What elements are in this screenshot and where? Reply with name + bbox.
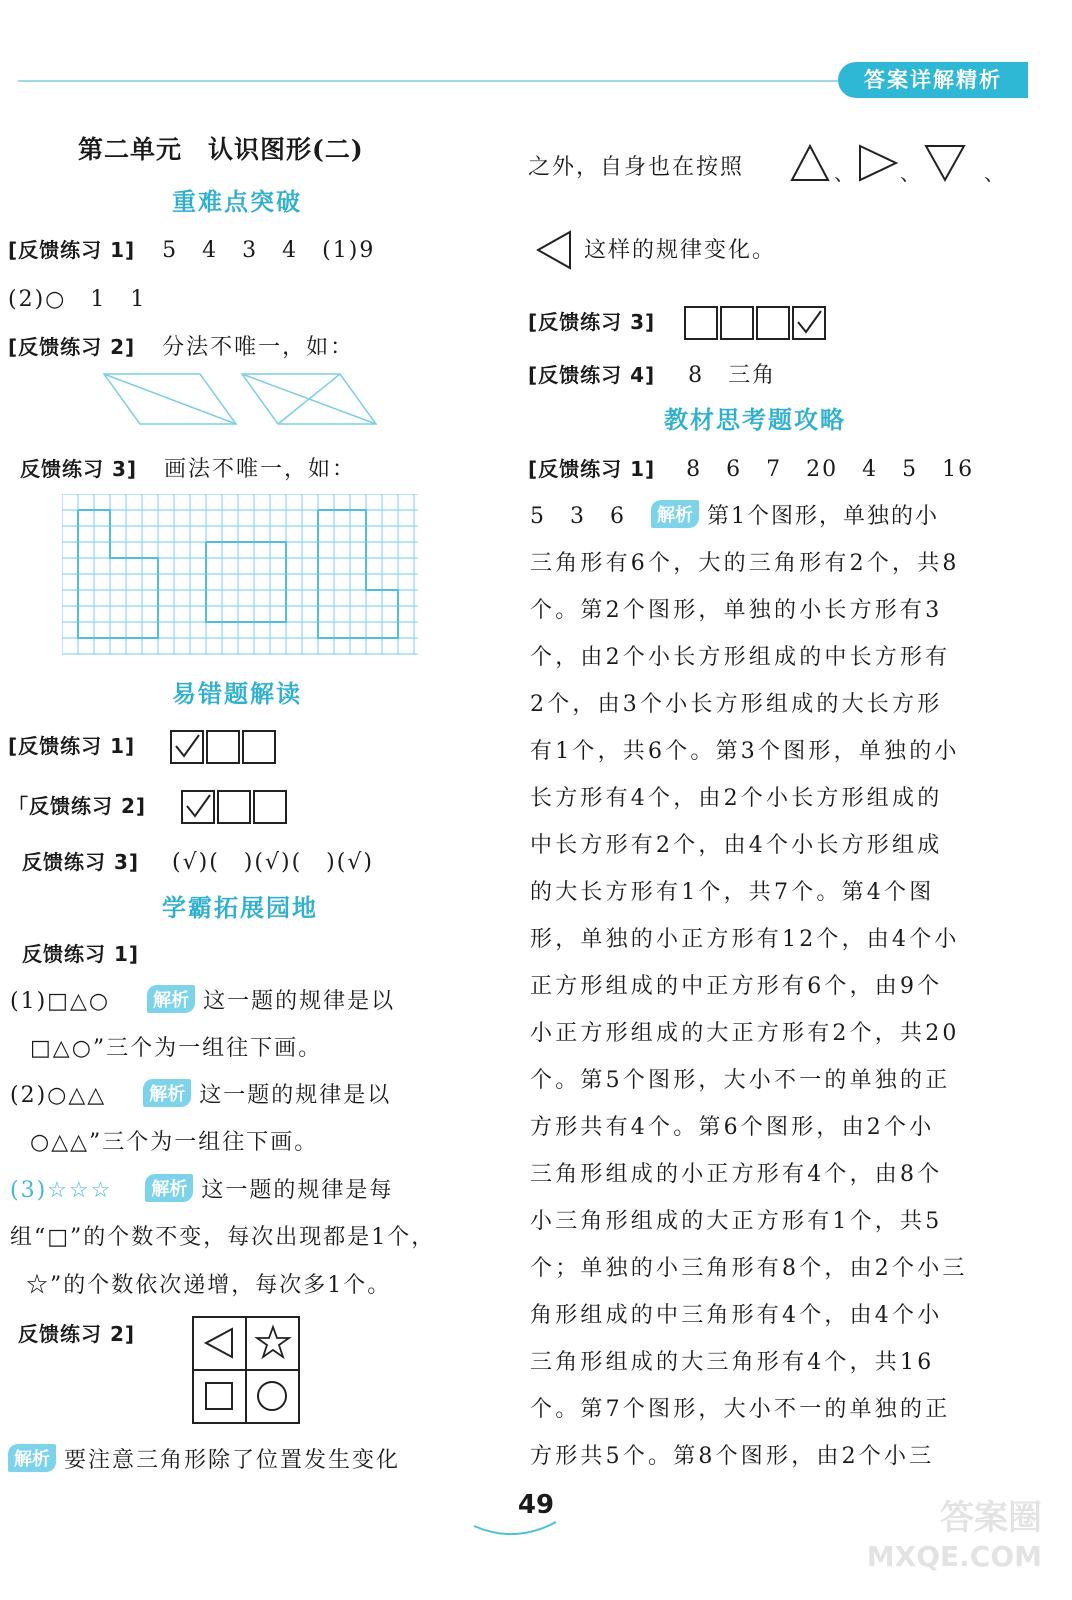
checked-box bbox=[170, 730, 204, 764]
analysis-line: 个，由2个小长方形组成的中长方形有 bbox=[530, 645, 951, 670]
svg-text:、: 、 bbox=[984, 161, 1004, 184]
section-heading-key-points: 重难点突破 bbox=[172, 187, 302, 216]
practice-tag: [反馈练习 3] bbox=[528, 310, 656, 334]
triangle-sequence bbox=[790, 142, 1010, 184]
star-icon bbox=[257, 1327, 289, 1357]
answer-shapes: (2)○△△ bbox=[10, 1083, 107, 1108]
practice-tag: [反馈练习 2] bbox=[8, 335, 136, 359]
parallelogram-division-figure bbox=[100, 370, 390, 430]
analysis-line: 三角形组成的大三角形有4个，共16 bbox=[530, 1350, 935, 1375]
textbook-answer-start bbox=[530, 499, 939, 530]
mistake-practice-3 bbox=[22, 845, 374, 876]
practice-tag: 反馈练习 3] bbox=[20, 457, 138, 481]
page-number-swoosh bbox=[470, 1520, 560, 1540]
analysis-label: 解析 bbox=[147, 985, 195, 1013]
empty-box bbox=[253, 790, 287, 824]
practice-tag: 反馈练习 2] bbox=[18, 1322, 136, 1346]
analysis-line: 个；单独的小三角形有8个，由2个小三 bbox=[530, 1256, 968, 1281]
watermark-logo: 答案圈 bbox=[940, 1498, 1042, 1538]
analysis-line: 正方形组成的中正方形有6个，由9个 bbox=[530, 974, 943, 999]
practice-1-line bbox=[8, 233, 375, 264]
analysis-text: 这一题的规律是以 bbox=[203, 989, 396, 1014]
practice-tag: [反馈练习 1] bbox=[528, 457, 656, 481]
square-icon bbox=[206, 1383, 232, 1409]
shape-grid-answer bbox=[192, 1316, 300, 1424]
answer-text: 画法不唯一，如： bbox=[164, 457, 357, 482]
circle-icon bbox=[258, 1382, 286, 1410]
up-triangle-icon bbox=[792, 146, 828, 180]
analysis-line: 三角形组成的小正方形有4个，由8个 bbox=[530, 1162, 943, 1187]
extension-answer-3-cont-2: ☆”的个数依次递增，每次多1个。 bbox=[26, 1273, 392, 1298]
empty-box bbox=[720, 306, 754, 340]
svg-text:、: 、 bbox=[900, 161, 920, 184]
right-line-2: 这样的规律变化。 bbox=[584, 238, 777, 263]
analysis-text: 这一题的规律是以 bbox=[199, 1083, 392, 1108]
section-heading-extension: 学霸拓展园地 bbox=[162, 893, 318, 922]
extension-answer-3 bbox=[10, 1173, 393, 1204]
header-rule bbox=[18, 80, 838, 82]
extension-answer-1 bbox=[10, 984, 395, 1015]
analysis-label: 解析 bbox=[143, 1079, 191, 1107]
practice-3-line bbox=[20, 452, 356, 483]
empty-box bbox=[756, 306, 790, 340]
checked-box bbox=[181, 790, 215, 824]
analysis-label: 解析 bbox=[145, 1174, 193, 1202]
answer-text: (√)( )(√)( )(√) bbox=[172, 850, 374, 875]
answer-boxes bbox=[684, 306, 828, 340]
analysis-text: 第1个图形，单独的小 bbox=[707, 504, 939, 529]
analysis-line: 个。第2个图形，单独的小长方形有3 bbox=[530, 598, 943, 623]
answer-text: 8 三角 bbox=[688, 363, 777, 388]
practice-tag: 反馈练习 3] bbox=[22, 850, 140, 874]
analysis-text: 要注意三角形除了位置发生变化 bbox=[64, 1448, 401, 1473]
right-practice-4 bbox=[528, 358, 776, 389]
practice-1-line-2: (2)○ 1 1 bbox=[8, 287, 147, 312]
right-triangle-icon bbox=[860, 146, 896, 180]
answer-boxes bbox=[181, 790, 289, 824]
practice-tag: [反馈练习 1] bbox=[8, 238, 136, 262]
analysis-line: 个。第5个图形，大小不一的单独的正 bbox=[530, 1068, 951, 1093]
analysis-line: 小正方形组成的大正方形有2个，共20 bbox=[530, 1021, 960, 1046]
answer-shapes: (3)☆☆☆ bbox=[10, 1178, 113, 1203]
unit-title: 第二单元 认识图形(二) bbox=[78, 135, 364, 164]
checked-box bbox=[792, 306, 826, 340]
practice-tag: [反馈练习 1] bbox=[8, 734, 136, 758]
answer-numbers: 5 3 6 bbox=[530, 504, 626, 529]
analysis-line: 方形共有4个。第6个图形，由2个小 bbox=[530, 1115, 935, 1140]
textbook-practice-1 bbox=[528, 452, 974, 483]
empty-box bbox=[242, 730, 276, 764]
extension-answer-2-cont: ○△△”三个为一组往下画。 bbox=[30, 1130, 319, 1155]
extension-answer-2 bbox=[10, 1078, 391, 1109]
section-heading-textbook: 教材思考题攻略 bbox=[664, 405, 846, 434]
right-line-1: 之外，自身也在按照 bbox=[528, 155, 745, 180]
answer-shapes: (1)□△○ bbox=[10, 989, 111, 1014]
extension-practice-2-tag bbox=[18, 1318, 135, 1347]
right-practice-3 bbox=[528, 306, 828, 340]
answer-text: 8 6 7 20 4 5 16 bbox=[686, 457, 975, 482]
mistake-practice-1 bbox=[8, 730, 278, 764]
practice-tag: [反馈练习 4] bbox=[528, 363, 656, 387]
answer-text: 5 4 3 4 (1)9 bbox=[162, 238, 376, 263]
analysis-line: 小三角形组成的大正方形有1个，共5 bbox=[530, 1209, 943, 1234]
left-triangle-icon bbox=[538, 232, 570, 268]
answer-text: 分法不唯一，如： bbox=[162, 335, 355, 360]
watermark-url: MXQE.COM bbox=[866, 1540, 1042, 1573]
analysis-line: 角形组成的中三角形有4个，由4个小 bbox=[530, 1303, 943, 1328]
extension-analysis-last bbox=[8, 1443, 400, 1474]
answer-boxes bbox=[170, 730, 278, 764]
analysis-line: 个。第7个图形，大小不一的单独的正 bbox=[530, 1397, 951, 1422]
analysis-line: 有1个，共6个。第3个图形，单独的小 bbox=[530, 739, 960, 764]
empty-box bbox=[217, 790, 251, 824]
mistake-practice-2 bbox=[8, 790, 289, 824]
down-triangle-icon bbox=[926, 146, 964, 180]
analysis-line: 长方形有4个，由2个小长方形组成的 bbox=[530, 786, 943, 811]
page-number: 49 bbox=[517, 1490, 555, 1520]
header-banner: 答案详解精析 bbox=[838, 62, 1028, 98]
practice-tag: 反馈练习 1] bbox=[22, 942, 140, 966]
svg-text:、: 、 bbox=[834, 161, 854, 184]
extension-answer-1-cont: □△○”三个为一组往下画。 bbox=[30, 1036, 323, 1061]
drawing-grid bbox=[62, 494, 420, 656]
practice-2-line bbox=[8, 330, 354, 361]
analysis-label: 解析 bbox=[651, 500, 699, 528]
extension-answer-3-cont: 组“□”的个数不变，每次出现都是1个， bbox=[10, 1225, 436, 1250]
analysis-line: 方形共5个。第8个图形，由2个小三 bbox=[530, 1444, 935, 1469]
left-triangle-icon bbox=[206, 1329, 232, 1357]
analysis-line: 的大长方形有1个，共7个。第4个图 bbox=[530, 880, 935, 905]
section-heading-mistakes: 易错题解读 bbox=[172, 679, 302, 708]
analysis-line: 三角形有6个，大的三角形有2个，共8 bbox=[530, 551, 960, 576]
analysis-text: 这一题的规律是每 bbox=[201, 1178, 394, 1203]
analysis-label: 解析 bbox=[8, 1444, 56, 1472]
analysis-line: 2个，由3个小长方形组成的大长方形 bbox=[530, 692, 943, 717]
analysis-line: 中长方形有2个，由4个小长方形组成 bbox=[530, 833, 943, 858]
left-triangle-inline bbox=[536, 230, 572, 270]
analysis-line: 形，单独的小正方形有12个，由4个小 bbox=[530, 927, 960, 952]
empty-box bbox=[206, 730, 240, 764]
extension-practice-1-tag bbox=[22, 938, 139, 967]
empty-box bbox=[684, 306, 718, 340]
practice-tag: 「反馈练习 2] bbox=[8, 794, 147, 818]
